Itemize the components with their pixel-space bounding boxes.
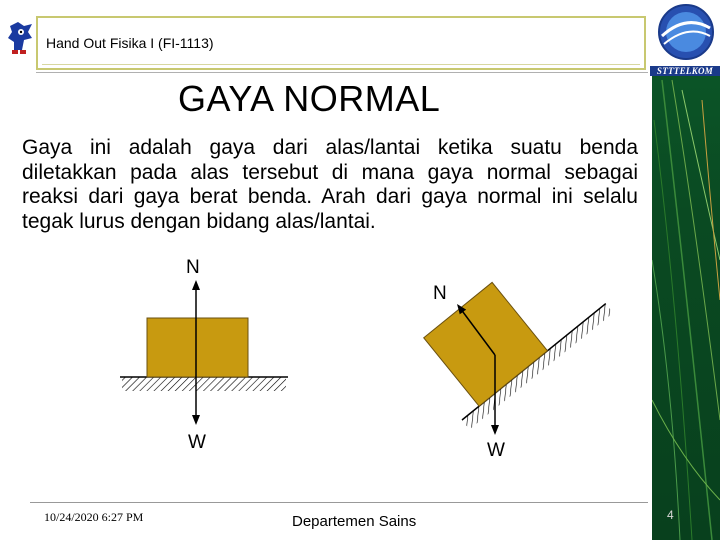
flat-weight-label: W [188,432,206,453]
slide-body-text: Gaya ini adalah gaya dari alas/lantai ketika suatu benda diletakkan pada alas tersebut di mana gaya normal sebagai reaksi dari gaya berat benda. Arah dari gaya normal ini selalu tegak lurus dengan bidang alas/lantai. [22,136,638,233]
incline-normal-label: N [433,283,447,304]
flat-block [147,318,248,377]
flat-ground-hatch [122,377,286,391]
header-title: Hand Out Fisika I (FI-1113) [46,35,214,51]
slide-title: GAYA NORMAL [178,78,441,119]
incline-diagram [407,235,614,430]
footer-department: Departemen Sains [292,513,417,530]
logo-text: STTTELKOM [650,66,720,76]
page-number: 4 [667,508,674,522]
flat-normal-label: N [186,257,200,278]
incline-weight-label: W [487,440,505,461]
footer-divider [30,502,648,503]
footer-date: 10/24/2020 6:27 PM [44,510,144,524]
flat-surface-diagram [120,285,288,420]
